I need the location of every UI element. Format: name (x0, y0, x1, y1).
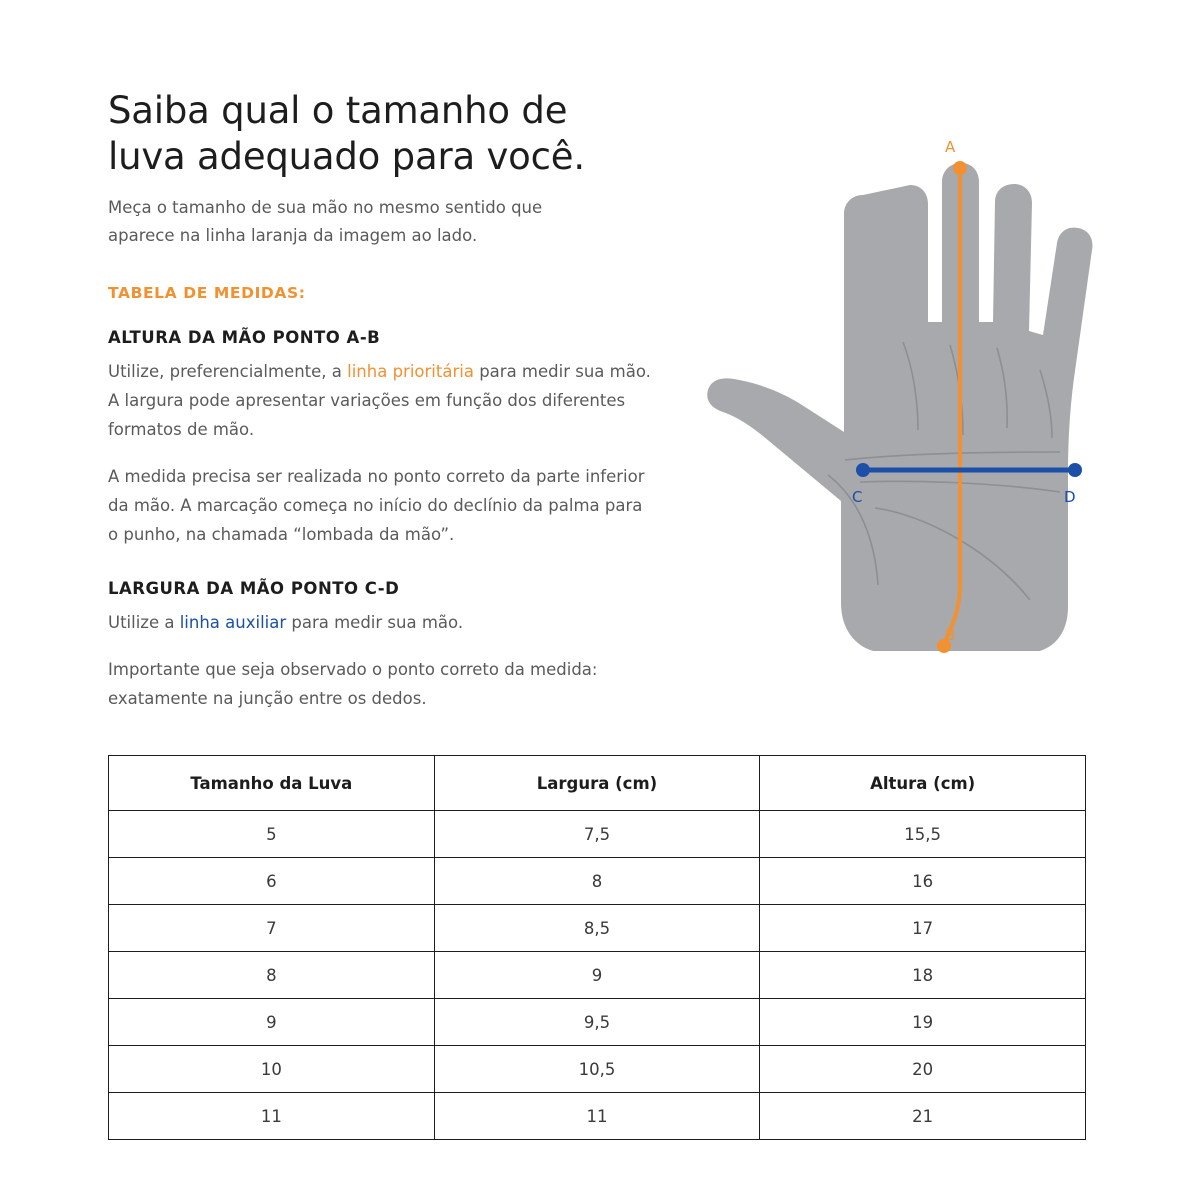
point-b-label: B (945, 626, 956, 644)
cell-width: 9,5 (434, 999, 760, 1046)
point-d-marker (1068, 463, 1082, 477)
column-header-width: Largura (cm) (434, 756, 760, 811)
text-column (108, 88, 668, 713)
cell-width: 10,5 (434, 1046, 760, 1093)
cell-height: 21 (760, 1093, 1086, 1140)
table-row (109, 905, 1086, 952)
cell-size: 9 (109, 999, 435, 1046)
width-p1-part1: Utilize a (108, 613, 180, 632)
column-header-size: Tamanho da Luva (109, 756, 435, 811)
section-width-paragraph-1 (108, 608, 653, 637)
point-c-label: C (852, 488, 863, 506)
table-row (109, 952, 1086, 999)
cell-height: 15,5 (760, 811, 1086, 858)
size-table-head (109, 756, 1086, 811)
section-height-heading: ALTURA DA MÃO PONTO A-B (108, 328, 381, 347)
hand-diagram (660, 130, 1130, 730)
width-p1-part2: para medir sua mão. (286, 613, 464, 632)
cell-size: 5 (109, 811, 435, 858)
section-width-paragraph-2: Importante que seja observado o ponto correto da medida: exatamente na junção entre os dedos. (108, 660, 598, 708)
cell-width: 11 (434, 1093, 760, 1140)
page-title: Saiba qual o tamanho de luva adequado para você. (108, 89, 585, 178)
width-p1-highlight: linha auxiliar (179, 613, 287, 632)
point-a-marker (953, 161, 967, 175)
size-table-body (109, 811, 1086, 1140)
cell-width: 7,5 (434, 811, 760, 858)
cell-size: 8 (109, 952, 435, 999)
section-width (108, 579, 668, 713)
cell-height: 16 (760, 858, 1086, 905)
point-d-label: D (1064, 488, 1076, 506)
hand-illustration-svg (660, 130, 1130, 730)
cell-size: 7 (109, 905, 435, 952)
table-row (109, 1046, 1086, 1093)
table-row (109, 858, 1086, 905)
cell-width: 8,5 (434, 905, 760, 952)
height-p1-part1: Utilize, preferencialmente, a (108, 362, 348, 381)
point-a-label: A (945, 138, 956, 156)
section-height (108, 328, 668, 549)
cell-width: 8 (434, 858, 760, 905)
size-table (108, 755, 1086, 1140)
cell-height: 18 (760, 952, 1086, 999)
cell-height: 17 (760, 905, 1086, 952)
cell-width: 9 (434, 952, 760, 999)
cell-height: 20 (760, 1046, 1086, 1093)
intro-text: Meça o tamanho de sua mão no mesmo sentido que aparece na linha laranja da imagem ao lado. (108, 198, 543, 245)
section-height-paragraph-2: A medida precisa ser realizada no ponto correto da parte inferior da mão. A marcação começa no início do declínio da palma para o punho, na chamada “lombada da mão”. (108, 467, 645, 544)
point-c-marker (856, 463, 870, 477)
table-header-row (109, 756, 1086, 811)
section-width-heading: LARGURA DA MÃO PONTO C-D (108, 579, 400, 598)
cell-size: 6 (109, 858, 435, 905)
cell-size: 10 (109, 1046, 435, 1093)
section-height-paragraph-1 (108, 357, 653, 444)
height-p1-highlight: linha prioritária (347, 362, 474, 381)
height-p1-part2: para medir sua mão. A largura pode apresentar variações em função dos diferentes formatos de mão. (108, 362, 651, 439)
table-row (109, 1093, 1086, 1140)
hand-shape (707, 163, 1092, 651)
cell-size: 11 (109, 1093, 435, 1140)
measurements-table-label: TABELA DE MEDIDAS: (108, 284, 306, 302)
table-row (109, 999, 1086, 1046)
column-header-height: Altura (cm) (760, 756, 1086, 811)
table-row (109, 811, 1086, 858)
cell-height: 19 (760, 999, 1086, 1046)
